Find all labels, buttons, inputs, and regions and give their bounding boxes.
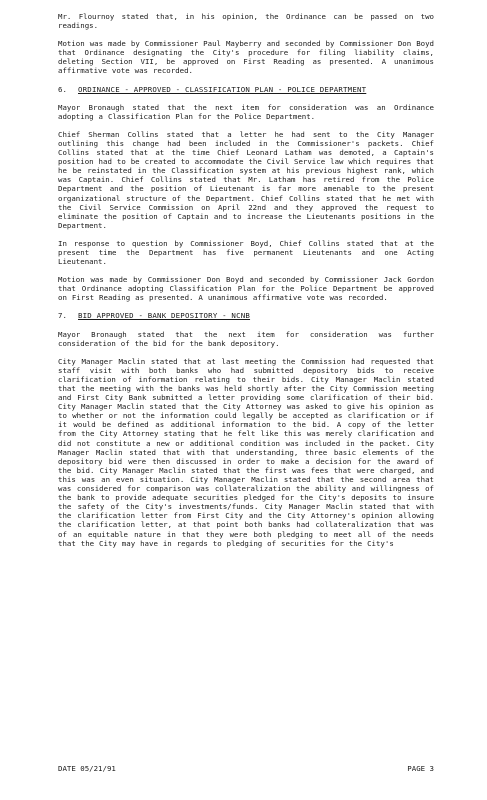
- section-heading-bank-depository: [58, 311, 434, 320]
- paragraph-city-manager-bid-discussion: City Manager Maclin stated that at last meeting the Commission had requested that staff visit with both banks who had submitted depository bids to receive clarification of information relating to their bids. City Manager Maclin stated that the meeting with the banks was held shortly after the City Commission meeting and First City Bank submitted a letter providing some clarification of their bid. City Manager Maclin stated that the City Attorney was asked to give his opinion as to whether or not the information could legally be accepted as clarification or if it would be defined as additional information to the bid. A copy of the letter from the City Attorney stating that he felt like this was merely clarification and did not constitute a new or additional condition was included in the packet. City Manager Maclin stated that with that understanding, three basic elements of the depository bid were then discussed in order to make a decision for the award of the bid. City Manager Maclin stated that the first was fees that were charged, and this was an even situation. City Manager Maclin stated that the second area that was considered for comparison was collateralization the ability and willingness of the bank to provide adequate securities pledged for the City's deposits to insure the safety of the City's investments/funds. City Manager Maclin stated that with the clarification letter from First City and the City Attorney's opinion allowing the clarification letter, at that point both banks had collateralization that was of an equitable nature in that they were both pledging to meet all of the needs that the City may have in regards to pledging of securities for the City's: [58, 356, 434, 548]
- section-title: BID APPROVED - BANK DEPOSITORY - NCNB: [78, 311, 251, 321]
- section-title: ORDINANCE - APPROVED - CLASSIFICATION PLAN - POLICE DEPARTMENT: [78, 84, 367, 94]
- paragraph-motion-classification: Motion was made by Commissioner Don Boyd and seconded by Commissioner Jack Gordon that Ordinance adopting Classification Plan for the Police Department be approved on First Reading as presented. A unanimous affirmative vote was recorded.: [58, 275, 434, 303]
- paragraph-mayor-intro-bid: Mayor Bronaugh stated that the next item for consideration was further consideration of the bid for the bank depository.: [58, 329, 434, 348]
- paragraph-lieutenants-response: In response to question by Commissioner Boyd, Chief Collins stated that at the present time the Department has five permanent Lieutenants and one Acting Lieutenant.: [58, 238, 434, 267]
- footer-page-number: PAGE 3: [407, 764, 434, 773]
- section-number: 6.: [58, 84, 67, 94]
- paragraph-legal-opinion: Mr. Flournoy stated that, in his opinion, the Ordinance can be passed on two readings.: [58, 12, 434, 31]
- paragraph-chief-collins-statement: Chief Sherman Collins stated that a letter he had sent to the City Manager outlining this change had been included in the Commissioner's packets. Chief Collins stated that at the time Chief Leonard Latham was demoted, a Captain's position had to be created to accommodate the Civil Service law which requires that he be reinstated in the Classification system at his previous highest rank, which was Captain. Chief Collins stated that Mr. Latham has retired from the Police Department and the position of Lieutenant is far more amenable to the present organizational structure of the Department. Chief Collins stated that he met with the Civil Service Commission on April 22nd and they approved the request to eliminate the position of Captain and to increase the Lieutenants positions in the Department.: [58, 129, 434, 230]
- footer-date: DATE 05/21/91: [58, 764, 116, 773]
- section-number: 7.: [58, 311, 67, 321]
- paragraph-mayor-intro-classification: Mayor Bronaugh stated that the next item for consideration was an Ordinance adopting a Classification Plan for the Police Department.: [58, 102, 434, 121]
- minutes-page: [58, 12, 434, 557]
- page-footer: [58, 764, 434, 773]
- section-heading-classification-plan: [58, 85, 434, 94]
- paragraph-motion-liability-claims: Motion was made by Commissioner Paul Mayberry and seconded by Commissioner Don Boyd that Ordinance designating the City's procedure for filing liability claims, deleting Section VII, be approved on First Reading as presented. A unanimous affirmative vote was recorded.: [58, 39, 434, 76]
